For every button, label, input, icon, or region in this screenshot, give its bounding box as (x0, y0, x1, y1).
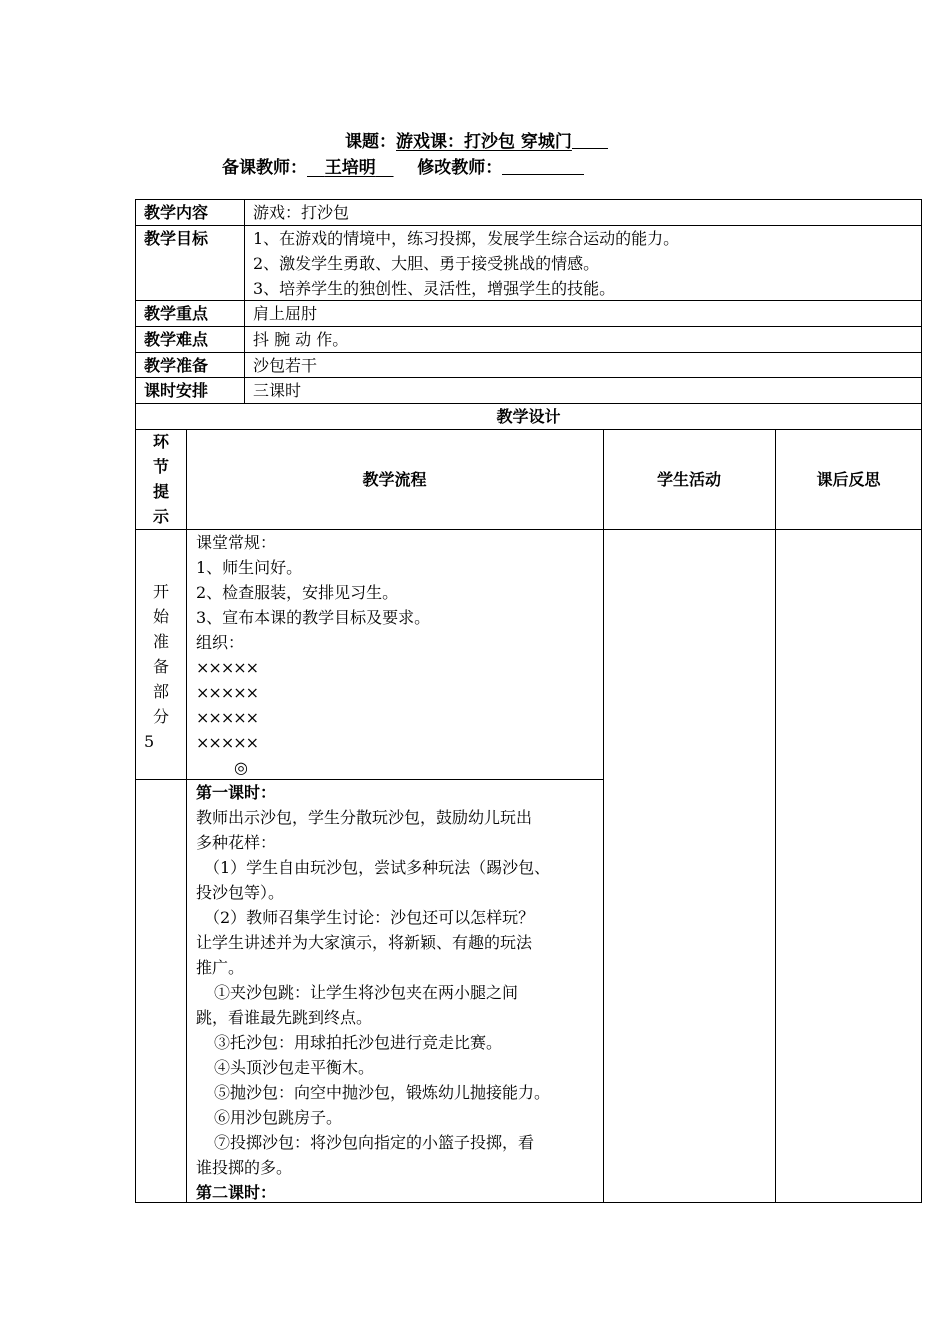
formation-row: ××××× (196, 708, 259, 727)
section1-stage: 开 始 准 备 部 分 (152, 582, 169, 726)
row-value-content: 游戏：打沙包 (253, 203, 350, 222)
flow-line: 让学生讲述并为大家演示，将新颖、有趣的玩法 (196, 933, 533, 952)
flow-line: ⑦投掷沙包：将沙包向指定的小篮子投掷，看 (214, 1133, 535, 1152)
lesson-title (345, 127, 608, 152)
row-label-objectives: 教学目标 (144, 229, 209, 248)
flow-line: 多种花样： (196, 833, 277, 852)
title-label: 课题： (345, 132, 396, 152)
title-underline (572, 132, 608, 149)
flow-line: ④头顶沙包走平衡木。 (214, 1058, 375, 1077)
objective-1: 1、在游戏的情境中，练习投掷，发展学生综合运动的能力。 (253, 229, 680, 248)
row-value-preparation: 沙包若干 (253, 356, 318, 375)
row-value-keypoint: 肩上屈肘 (253, 304, 318, 323)
flow-line: 组织： (196, 633, 245, 652)
flow-line: 教师出示沙包，学生分散玩沙包，鼓励幼儿玩出 (196, 808, 533, 827)
formation-row: ××××× (196, 683, 259, 702)
flow-line: 1、师生问好。 (196, 558, 303, 577)
section1-duration: 5 (144, 732, 155, 751)
flow-line: 课堂常规： (196, 533, 277, 552)
title-value: 游戏课：打沙包 穿城门 (396, 132, 572, 152)
flow-line: （2）教师召集学生讨论：沙包还可以怎样玩？ (204, 908, 535, 927)
revise-teacher-label: 修改教师： (417, 158, 503, 178)
row-label-difficulty: 教学难点 (144, 330, 209, 349)
revise-teacher-blank (502, 158, 584, 175)
teacher-line (222, 153, 584, 178)
formation-row: ××××× (196, 658, 259, 677)
row-value-difficulty: 抖 腕 动 作。 (253, 330, 349, 349)
col-reflect-header: 课后反思 (816, 470, 881, 489)
row-label-preparation: 教学准备 (144, 356, 209, 375)
flow-line: 谁投掷的多。 (196, 1158, 293, 1177)
objective-2: 2、激发学生勇敢、大胆、勇于接受挑战的情感。 (253, 254, 600, 273)
row-label-content: 教学内容 (144, 203, 209, 222)
objective-3: 3、培养学生的独创性、灵活性，增强学生的技能。 (253, 279, 616, 298)
design-title: 教学设计 (496, 407, 561, 426)
formation-row: ××××× (196, 733, 259, 752)
flow-line: 3、宣布本课的教学目标及要求。 (196, 608, 431, 627)
lesson-2-heading: 第二课时： (196, 1183, 277, 1202)
flow-line: 跳，看谁最先跳到终点。 (196, 1008, 373, 1027)
col-stage-header: 环 节 提 示 (152, 432, 169, 526)
flow-line: ①夹沙包跳：让学生将沙包夹在两小腿之间 (214, 983, 519, 1002)
col-student-header: 学生活动 (656, 470, 721, 489)
prep-teacher-label: 备课教师： (222, 158, 307, 178)
flow-line: ③托沙包：用球拍托沙包进行竞走比赛。 (214, 1033, 503, 1052)
flow-line: ⑤抛沙包：向空中抛沙包，锻炼幼儿抛接能力。 (214, 1083, 551, 1102)
row-label-schedule: 课时安排 (144, 381, 209, 400)
row-label-keypoint: 教学重点 (144, 304, 209, 323)
flow-line: 2、检查服装，安排见习生。 (196, 583, 399, 602)
row-value-schedule: 三课时 (253, 381, 302, 400)
flow-line: （1）学生自由玩沙包，尝试多种玩法（踢沙包、 (204, 858, 551, 877)
lesson-1-heading: 第一课时： (196, 783, 277, 802)
teacher-marker: ◎ (234, 758, 248, 777)
prep-teacher-value: 王培明 (324, 158, 376, 178)
flow-line: 推广。 (196, 958, 245, 977)
col-flow-header: 教学流程 (362, 470, 427, 489)
flow-line: ⑥用沙包跳房子。 (214, 1108, 343, 1127)
flow-line: 投沙包等）。 (196, 883, 285, 902)
